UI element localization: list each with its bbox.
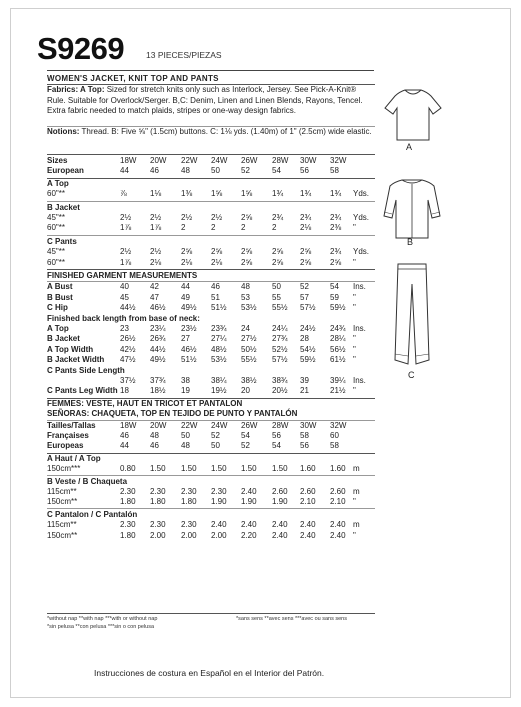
measurement-cell: 47 (150, 292, 159, 302)
side-length-cell: 38¾ (272, 376, 288, 385)
yardage-width-label: 60"** (47, 257, 65, 267)
yardage-unit: Yds. (353, 189, 370, 199)
yardage-section-title: A Top (47, 178, 69, 188)
metric-unit: " (353, 530, 356, 540)
yardage-cell: 1¾ (272, 189, 284, 199)
measurement-cell: 53 (241, 292, 250, 302)
measurement-cell: 51½ (181, 355, 197, 365)
measurement-cell: 44½ (150, 344, 166, 354)
measurement-cell: 49½ (181, 303, 197, 313)
measurement-cell: 51½ (211, 303, 227, 313)
yardage-section-title: B Jacket (47, 202, 80, 212)
taille-cell: 20W (150, 420, 167, 430)
yardage-cell: 1⅞ (120, 257, 132, 267)
taille-cell: 26W (241, 420, 258, 430)
measurement-cell: 24 (241, 324, 250, 333)
metric-cell: 1.80 (181, 497, 197, 507)
measurement-cell: 52 (300, 282, 309, 292)
yardage-unit: Yds. (353, 247, 370, 257)
metric-cell: 1.90 (272, 497, 288, 507)
metric-cell: 2.40 (211, 520, 227, 530)
yardage-cell: 2¾ (300, 213, 312, 222)
spanish-title: SEÑORAS: CHAQUETA, TOP EN TEJIDO DE PUNTO Y PANTALÓN (47, 409, 298, 419)
yardage-cell: 1⅝ (241, 189, 253, 199)
metric-cell: 2.30 (181, 487, 197, 496)
yardage-width-label: 60"** (47, 189, 65, 199)
yardage-cell: 1¾ (300, 189, 312, 199)
metric-unit: " (353, 497, 356, 507)
taille-cell: 22W (181, 420, 198, 430)
leg-width-unit: " (353, 386, 356, 396)
taille-cell: 24W (211, 420, 228, 430)
figure-label-a: A (406, 142, 413, 152)
leg-width-cell: 21 (300, 386, 309, 396)
european-size-cell: 44 (120, 166, 129, 176)
measurement-label: A Top (47, 324, 69, 333)
yardage-cell: 2⅝ (330, 257, 342, 267)
metric-cell: 1.50 (211, 464, 227, 474)
figure-label-b: B (407, 237, 414, 247)
back-length-title: Finished back length from base of neck: (47, 313, 200, 323)
yardage-cell: 2⅝ (272, 247, 284, 257)
size-cell: 20W (150, 156, 167, 165)
yardage-cell: 2⅝ (181, 247, 193, 257)
measurement-cell: 23 (120, 324, 129, 333)
metric-cell: 1.60 (330, 464, 346, 474)
european-size-cell: 50 (211, 166, 220, 176)
europea-cell: 50 (211, 441, 220, 451)
yardage-cell: 2 (181, 223, 186, 233)
metric-unit: m (353, 464, 360, 474)
metric-width-label: 115cm** (47, 487, 77, 496)
measurement-unit: Ins. (353, 324, 366, 333)
size-cell: 26W (241, 156, 258, 165)
measurement-cell: 52½ (272, 344, 288, 354)
measurement-cell: 59 (330, 292, 339, 302)
metric-cell: 1.80 (120, 530, 136, 540)
yardage-cell: 2⅛ (211, 257, 223, 267)
size-cell: 18W (120, 156, 137, 165)
yardage-cell: 2 (241, 223, 246, 233)
yardage-width-label: 45"** (47, 247, 65, 257)
fabrics-text: Sized for stretch knits only such as Interlock, Jersey. See Pick-A-Knit® Rule. Suitable for Overlock/Serger. B,C: Denim, Linen and Linen Blends, Rayons, Tencel. Extra fabric needed to match plaids, stripes or one-way design fabrics. (47, 85, 363, 115)
yardage-cell: 2⅝ (300, 257, 312, 267)
measurement-cell: 55½ (272, 303, 288, 313)
leg-width-cell: 20½ (272, 386, 288, 396)
yardage-cell: 2½ (120, 247, 132, 257)
divider (47, 154, 375, 155)
yardage-section-title: C Pants (47, 236, 77, 246)
europea-cell: 48 (181, 441, 190, 451)
pants-c-illustration (392, 260, 432, 368)
figure-label-c: C (408, 370, 415, 380)
knit-top-a-illustration (383, 86, 443, 144)
measurement-cell: 50 (272, 282, 281, 292)
measurement-cell: 40 (120, 282, 129, 292)
measurement-cell: 59½ (300, 355, 316, 365)
metric-cell: 1.80 (120, 497, 136, 507)
measurement-cell: 57 (300, 292, 309, 302)
size-cell: 22W (181, 156, 198, 165)
metric-cell: 1.80 (150, 497, 166, 507)
yardage-cell: 2⅛ (181, 257, 193, 267)
metric-cell: 2.00 (150, 530, 166, 540)
measurement-cell: 26½ (120, 334, 136, 344)
measurement-cell: 57½ (272, 355, 288, 365)
fabrics-label: Fabrics: A Top: (47, 85, 105, 94)
fabrics-paragraph (47, 85, 375, 117)
measurement-cell: 46½ (181, 344, 197, 354)
yardage-cell: 2⅝ (272, 257, 284, 267)
yardage-cell: 1⅞ (120, 223, 132, 233)
footnote-nap-en: *without nap **with nap ***with or without nap (47, 616, 158, 622)
side-length-cell: 38¼ (211, 376, 227, 385)
measurement-unit: Ins. (353, 282, 366, 292)
measurement-cell: 53½ (241, 303, 257, 313)
measurement-unit: " (353, 303, 356, 313)
metric-cell: 2.40 (300, 530, 316, 540)
french-title: FEMMES: VESTE, HAUT EN TRICOT ET PANTALON (47, 398, 243, 408)
measurement-cell: 46 (211, 282, 220, 292)
measurement-cell: 24½ (300, 324, 316, 333)
metric-cell: 2.30 (181, 520, 197, 530)
jacket-b-illustration (378, 176, 446, 240)
metric-cell: 1.60 (300, 464, 316, 474)
pieces-count: 13 PIECES/PIEZAS (146, 50, 222, 60)
metric-width-label: 150cm** (47, 530, 78, 540)
yardage-cell: 2¾ (330, 213, 342, 222)
metric-cell: 2.40 (272, 520, 288, 530)
divider (47, 201, 375, 202)
spanish-instructions-note: Instrucciones de costura en Español en el Interior del Patrón. (94, 668, 325, 678)
measurement-cell: 27¼ (211, 334, 227, 344)
measurement-cell: 44½ (120, 303, 136, 313)
yardage-width-label: 60"** (47, 223, 65, 233)
measurement-cell: 54 (330, 282, 339, 292)
sizes-label: Sizes (47, 156, 68, 165)
yardage-cell: 2⅝ (241, 213, 253, 222)
garment-title: WOMEN'S JACKET, KNIT TOP AND PANTS (47, 74, 219, 83)
measurement-cell: 55 (272, 292, 281, 302)
notions-text: Thread. B: Five ⅝" (1.5cm) buttons. C: 1⅛ yds. (1.40m) of 1" (2.5cm) wide elastic. (81, 127, 372, 136)
measurement-cell: 26¾ (150, 334, 166, 344)
measurement-cell: 48½ (211, 344, 227, 354)
measurement-cell: 57½ (300, 303, 316, 313)
metric-cell: 2.00 (181, 530, 197, 540)
metric-cell: 2.10 (300, 497, 316, 507)
divider (47, 70, 374, 71)
yardage-width-label: 45"** (47, 213, 65, 222)
yardage-cell: 1⅞ (150, 223, 162, 233)
measurement-label: A Top Width (47, 344, 94, 354)
measurement-label: B Jacket Width (47, 355, 105, 365)
metric-cell: 1.90 (211, 497, 227, 507)
divider (47, 235, 375, 236)
metric-cell: 2.30 (211, 487, 227, 496)
measurement-unit: " (353, 292, 356, 302)
yardage-cell: 2⅛ (150, 257, 162, 267)
measurement-cell: 27 (181, 334, 190, 344)
measurement-cell: 47½ (120, 355, 136, 365)
yardage-cell: 2½ (120, 213, 132, 222)
leg-width-cell: 18 (120, 386, 129, 396)
size-cell: 24W (211, 156, 228, 165)
francaise-cell: 52 (211, 431, 220, 440)
yardage-unit: " (353, 223, 356, 233)
measurement-cell: 24¾ (330, 324, 346, 333)
europeas-label: Europeas (47, 441, 84, 451)
measurement-cell: 56½ (330, 344, 346, 354)
europea-cell: 56 (300, 441, 309, 451)
europea-cell: 58 (330, 441, 339, 451)
francaise-cell: 60 (330, 431, 339, 440)
francaise-cell: 58 (300, 431, 309, 440)
measurement-label: B Bust (47, 292, 73, 302)
divider (47, 613, 375, 614)
leg-width-cell: 18½ (150, 386, 166, 396)
divider (47, 269, 375, 270)
metric-cell: 2.30 (150, 520, 166, 530)
side-length-title: C Pants Side Length (47, 365, 125, 375)
notions-paragraph (47, 127, 375, 138)
metric-cell: 1.50 (241, 464, 257, 474)
francaise-cell: 46 (120, 431, 129, 440)
divider (47, 475, 375, 476)
measurement-label: C Hip (47, 303, 68, 313)
yardage-cell: 2 (211, 223, 216, 233)
leg-width-cell: 19½ (211, 386, 227, 396)
european-size-cell: 46 (150, 166, 159, 176)
european-size-cell: 48 (181, 166, 190, 176)
metric-cell: 2.60 (272, 487, 288, 496)
measurement-cell: 46½ (150, 303, 166, 313)
yardage-cell: 2⅛ (300, 223, 312, 233)
yardage-cell: 1⅛ (150, 189, 162, 199)
measurement-cell: 49 (181, 292, 190, 302)
yardage-cell: 2¾ (272, 213, 284, 222)
francaises-label: Françaises (47, 431, 89, 440)
metric-cell: 2.40 (241, 487, 257, 496)
side-length-unit: Ins. (353, 376, 366, 385)
metric-cell: 2.40 (300, 520, 316, 530)
yardage-cell: 2⅝ (211, 247, 223, 257)
leg-width-label: C Pants Leg Width (47, 386, 118, 396)
measurement-unit: " (353, 355, 356, 365)
measurement-cell: 51 (211, 292, 220, 302)
side-length-cell: 37½ (120, 376, 136, 385)
metric-cell: 2.30 (120, 520, 136, 530)
size-cell: 30W (300, 156, 317, 165)
measurement-cell: 54½ (300, 344, 316, 354)
yardage-cell: 1⅝ (211, 189, 223, 199)
measurement-cell: 45 (120, 292, 129, 302)
measurement-unit: " (353, 344, 356, 354)
side-length-cell: 37¾ (150, 376, 166, 385)
measurement-cell: 55½ (241, 355, 257, 365)
europea-cell: 54 (272, 441, 281, 451)
metric-section-title: B Veste / B Chaqueta (47, 476, 128, 486)
measurement-cell: 27½ (241, 334, 257, 344)
measurement-cell: 49½ (150, 355, 166, 365)
leg-width-cell: 21½ (330, 386, 346, 396)
measurement-cell: 28 (300, 334, 309, 344)
tailles-label: Tailles/Tallas (47, 420, 96, 430)
footnote-nap-fr: *sans sens **avec sens ***avec ou sans sens (236, 616, 347, 622)
yardage-cell: ⅞ (120, 189, 127, 199)
footnote-nap-es: *sin pelusa **con pelusa ***sin o con pelusa (47, 624, 155, 630)
yardage-cell: 2½ (150, 247, 162, 257)
measurement-cell: 61½ (330, 355, 346, 365)
measurement-cell: 53½ (211, 355, 227, 365)
yardage-cell: 2½ (150, 213, 162, 222)
metric-unit: m (353, 487, 360, 496)
side-length-cell: 39 (300, 376, 309, 385)
notions-label: Notions: (47, 127, 80, 136)
metric-cell: 2.60 (330, 487, 346, 496)
measurement-cell: 48 (241, 282, 250, 292)
metric-cell: 2.60 (300, 487, 316, 496)
measurement-cell: 23½ (181, 324, 197, 333)
metric-section-title: C Pantalon / C Pantalón (47, 509, 138, 519)
size-cell: 32W (330, 156, 347, 165)
taille-cell: 28W (272, 420, 289, 430)
francaise-cell: 48 (150, 431, 159, 440)
measurement-cell: 28¼ (330, 334, 346, 344)
taille-cell: 30W (300, 420, 317, 430)
european-label: European (47, 166, 84, 176)
european-size-cell: 58 (330, 166, 339, 176)
leg-width-cell: 20 (241, 386, 250, 396)
measurement-unit: " (353, 334, 356, 344)
measurement-label: A Bust (47, 282, 73, 292)
measurement-label: B Jacket (47, 334, 80, 344)
measurement-cell: 42½ (120, 344, 136, 354)
yardage-unit: Yds. (353, 213, 370, 222)
metric-cell: 1.50 (181, 464, 197, 474)
yardage-cell: 2 (272, 223, 277, 233)
measurement-cell: 27¾ (272, 334, 288, 344)
yardage-cell: 2¾ (330, 247, 342, 257)
metric-cell: 2.30 (150, 487, 166, 496)
metric-width-label: 150cm** (47, 497, 78, 507)
divider (47, 178, 375, 179)
taille-cell: 32W (330, 420, 347, 430)
europea-cell: 46 (150, 441, 159, 451)
metric-section-title: A Haut / A Top (47, 453, 101, 463)
leg-width-cell: 19 (181, 386, 190, 396)
metric-cell: 2.40 (330, 530, 346, 540)
side-length-cell: 39¼ (330, 376, 346, 385)
francaise-cell: 50 (181, 431, 190, 440)
metric-cell: 2.00 (211, 530, 227, 540)
metric-cell: 1.50 (150, 464, 166, 474)
yardage-cell: 1⅜ (181, 189, 193, 199)
european-size-cell: 56 (300, 166, 309, 176)
finished-measurements-title: FINISHED GARMENT MEASUREMENTS (47, 271, 198, 280)
measurement-cell: 24¼ (272, 324, 288, 333)
side-length-cell: 38 (181, 376, 190, 385)
metric-cell: 1.90 (241, 497, 257, 507)
europea-cell: 44 (120, 441, 129, 451)
metric-cell: 2.10 (330, 497, 346, 507)
european-size-cell: 54 (272, 166, 281, 176)
metric-width-label: 115cm** (47, 520, 77, 530)
yardage-cell: 2⅝ (300, 247, 312, 257)
yardage-cell: 2½ (181, 213, 193, 222)
taille-cell: 18W (120, 420, 137, 430)
size-cell: 28W (272, 156, 289, 165)
yardage-cell: 2⅝ (241, 257, 253, 267)
yardage-cell: 2⅜ (330, 223, 342, 233)
yardage-cell: 1¾ (330, 189, 342, 199)
measurement-cell: 23¾ (211, 324, 227, 333)
metric-cell: 2.40 (241, 520, 257, 530)
european-size-cell: 52 (241, 166, 250, 176)
side-length-cell: 38½ (241, 376, 257, 385)
francaise-cell: 54 (241, 431, 250, 440)
measurement-cell: 50½ (241, 344, 257, 354)
metric-cell: 2.20 (241, 530, 257, 540)
yardage-cell: 2⅝ (241, 247, 253, 257)
yardage-cell: 2½ (211, 213, 223, 222)
metric-width-label: 150cm*** (47, 464, 81, 474)
metric-cell: 0.80 (120, 464, 136, 474)
measurement-cell: 59½ (330, 303, 346, 313)
metric-cell: 2.30 (120, 487, 136, 496)
metric-cell: 1.50 (272, 464, 288, 474)
metric-cell: 2.40 (272, 530, 288, 540)
measurement-cell: 44 (181, 282, 190, 292)
metric-cell: 2.40 (330, 520, 346, 530)
yardage-unit: " (353, 257, 356, 267)
europea-cell: 52 (241, 441, 250, 451)
measurement-cell: 23¼ (150, 324, 166, 333)
pattern-number: S9269 (37, 31, 125, 66)
metric-unit: m (353, 520, 360, 530)
divider (47, 508, 375, 509)
measurement-cell: 42 (150, 282, 159, 292)
francaise-cell: 56 (272, 431, 281, 440)
